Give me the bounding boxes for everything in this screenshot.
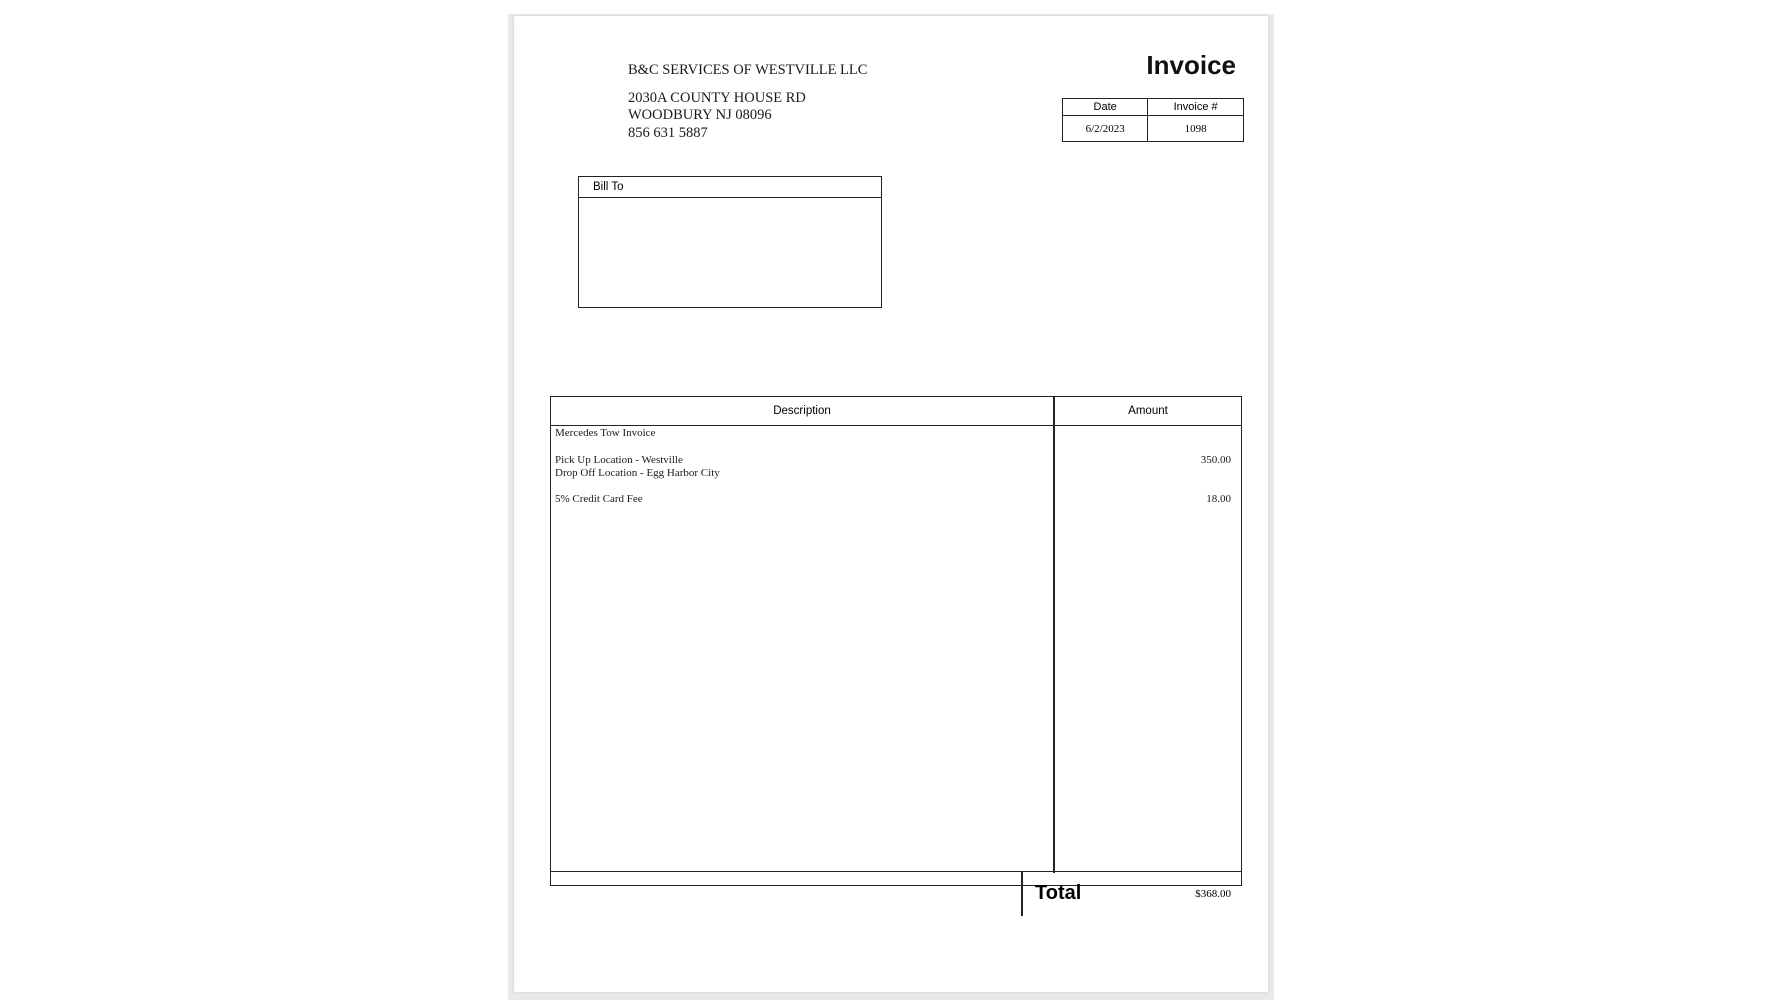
invoice-date: 6/2/2023 [1063, 116, 1148, 142]
company-address-line1: 2030A COUNTY HOUSE RD [628, 89, 806, 106]
line-item-amount: 18.00 [1206, 493, 1231, 505]
description-header: Description [773, 405, 831, 417]
line-item-description: Mercedes Tow Invoice [555, 427, 656, 439]
company-name: B&C SERVICES OF WESTVILLE LLC [628, 62, 868, 78]
line-items-table [550, 396, 1242, 904]
invoice-meta-table [1062, 98, 1244, 142]
company-block [628, 62, 867, 142]
total-value: $368.00 [1195, 888, 1231, 900]
totals-divider [1021, 872, 1023, 916]
bill-to-label: Bill To [579, 177, 881, 198]
bill-to-box [578, 176, 882, 308]
company-phone: 856 631 5887 [628, 124, 708, 141]
date-header: Date [1063, 99, 1148, 116]
invoice-title: Invoice [1146, 50, 1236, 80]
totals-row [551, 871, 1241, 916]
line-item-amount: 350.00 [1200, 454, 1231, 466]
line-item-description: Drop Off Location - Egg Harbor City [555, 467, 720, 479]
company-address-line2: WOODBURY NJ 08096 [628, 107, 772, 123]
invoice-number: 1098 [1148, 116, 1244, 142]
column-divider [1053, 397, 1055, 873]
invoice-number-header: Invoice # [1148, 99, 1244, 116]
amount-header: Amount [1128, 405, 1168, 417]
invoice-page [514, 16, 1268, 992]
line-item-description: 5% Credit Card Fee [555, 493, 643, 505]
line-items-header [551, 397, 1241, 426]
total-label: Total [1035, 882, 1082, 904]
line-item-description: Pick Up Location - Westville [555, 454, 683, 466]
